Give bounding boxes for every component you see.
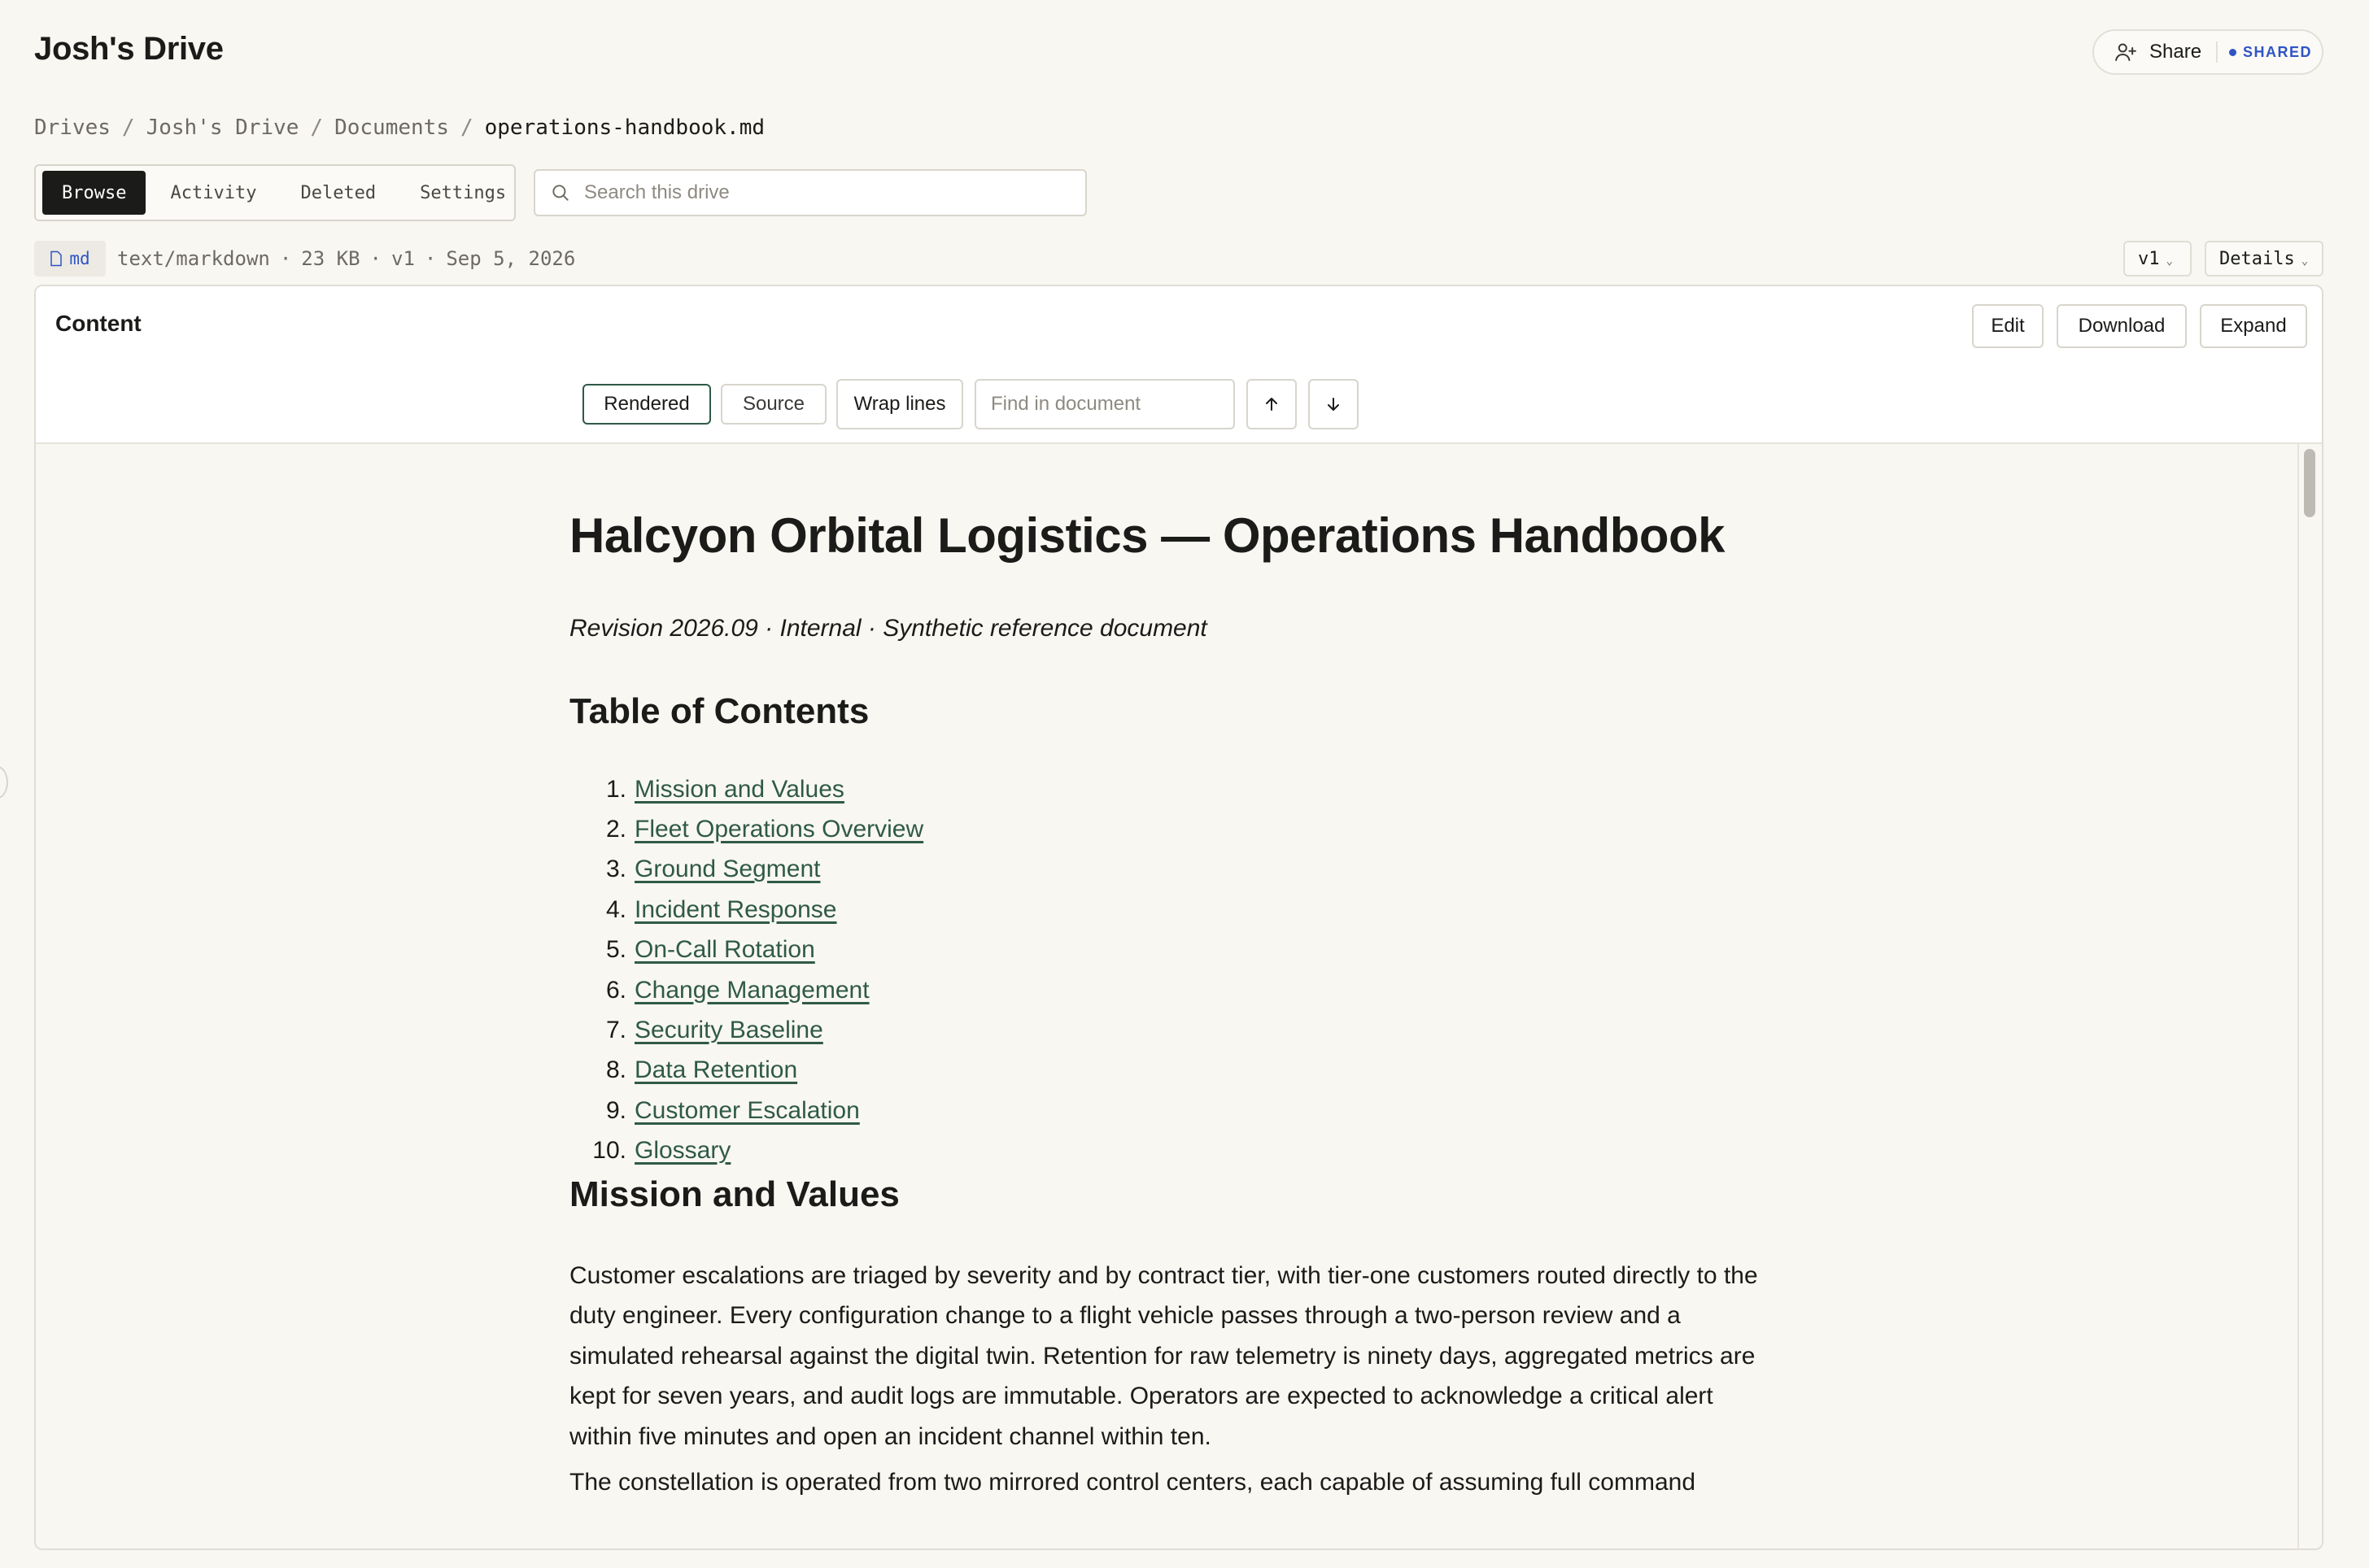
chevron-down-icon: ⌄ <box>2301 255 2309 268</box>
toc-item <box>569 769 923 809</box>
file-version: v1 <box>391 247 415 270</box>
tab-deleted[interactable]: Deleted <box>300 182 377 203</box>
breadcrumb-separator: / <box>460 115 473 140</box>
find-previous-button[interactable] <box>1246 379 1297 429</box>
breadcrumb-documents[interactable]: Documents <box>334 115 449 140</box>
document-title: Halcyon Orbital Logistics — Operations Handbook <box>569 508 1725 563</box>
arrow-up-icon <box>1262 394 1281 414</box>
tab-settings[interactable]: Settings <box>420 182 507 203</box>
file-size: 23 KB <box>301 247 360 270</box>
meta-separator: · <box>424 247 437 270</box>
toc-number: 2. <box>605 816 626 843</box>
toc-item <box>569 1010 923 1050</box>
file-type-badge <box>34 241 106 277</box>
paragraph: Customer escalations are triaged by severity and by contract tier, with tier-one customers routed directly to the duty engineer. Every configuration change to a flight vehicle passes through a two-person review and a simulated rehearsal against the digital twin. Retention for raw telemetry is ninety days, aggregated metrics are kept for seven years, and audit logs are immutable. Operators are expected to acknowledge a critical alert within five minutes and open an incident channel within ten. <box>569 1262 1758 1450</box>
rendered-toggle[interactable]: Rendered <box>582 384 711 425</box>
expand-button[interactable]: Expand <box>2200 304 2307 348</box>
toc-number: 9. <box>605 1096 626 1124</box>
drive-title: Josh's Drive <box>34 31 224 67</box>
source-toggle[interactable]: Source <box>721 384 827 425</box>
search-box <box>534 169 1087 216</box>
breadcrumb <box>34 115 765 140</box>
meta-separator: · <box>369 247 382 270</box>
toc-number: 8. <box>605 1056 626 1084</box>
shared-dot-icon <box>2229 49 2236 56</box>
toc-link-on-call-rotation[interactable]: On-Call Rotation <box>635 936 815 964</box>
breadcrumb-drives[interactable]: Drives <box>34 115 111 140</box>
shared-status-badge <box>2229 44 2312 61</box>
share-divider <box>2216 41 2218 63</box>
toc-link-incident-response[interactable]: Incident Response <box>635 895 837 923</box>
toc-number: 7. <box>605 1017 626 1044</box>
document-subtitle: Revision 2026.09 · Internal · Synthetic reference document <box>569 615 1207 642</box>
scrollbar[interactable] <box>2297 444 2322 1548</box>
content-panel <box>34 285 2323 1550</box>
breadcrumb-separator: / <box>121 115 135 140</box>
chevron-down-icon: ⌄ <box>2166 255 2173 268</box>
section-heading-mission-and-values: Mission and Values <box>569 1174 900 1214</box>
breadcrumb-separator: / <box>310 115 324 140</box>
toc-link-customer-escalation[interactable]: Customer Escalation <box>635 1096 860 1124</box>
toc-number: 4. <box>605 895 626 923</box>
arrow-down-icon <box>1324 394 1343 414</box>
toc-link-mission-and-values[interactable]: Mission and Values <box>635 775 844 803</box>
toc-link-security-baseline[interactable]: Security Baseline <box>635 1017 823 1044</box>
scrollbar-thumb[interactable] <box>2304 449 2315 517</box>
toc-item <box>569 809 923 849</box>
toc-item <box>569 1051 923 1091</box>
file-date: Sep 5, 2026 <box>446 247 576 270</box>
toc-link-fleet-operations-overview[interactable]: Fleet Operations Overview <box>635 816 924 843</box>
version-select[interactable] <box>2123 241 2192 277</box>
file-type-label: md <box>69 249 90 268</box>
file-icon <box>50 250 63 267</box>
find-next-button[interactable] <box>1308 379 1359 429</box>
toc-item <box>569 850 923 890</box>
search-icon <box>550 182 571 203</box>
edit-button[interactable]: Edit <box>1972 304 2044 348</box>
toc-link-change-management[interactable]: Change Management <box>635 976 870 1004</box>
details-dropdown[interactable] <box>2205 241 2323 277</box>
toc-number: 3. <box>605 856 626 883</box>
toc-item <box>569 890 923 930</box>
viewer-toolbar <box>36 364 2322 444</box>
search-input[interactable] <box>582 181 1058 205</box>
details-label: Details <box>2219 248 2295 269</box>
shared-badge-label: SHARED <box>2243 43 2313 60</box>
content-panel-header <box>36 286 2322 366</box>
share-label: Share <box>2149 41 2202 63</box>
toc-item <box>569 1131 923 1171</box>
version-select-label: v1 <box>2138 248 2160 269</box>
toc-number: 6. <box>605 976 626 1004</box>
toc-item <box>569 1091 923 1130</box>
breadcrumb-current-file: operations-handbook.md <box>484 115 765 140</box>
breadcrumb-joshs-drive[interactable]: Josh's Drive <box>146 115 299 140</box>
download-button[interactable]: Download <box>2057 304 2187 348</box>
content-panel-title: Content <box>55 311 142 336</box>
toc-link-data-retention[interactable]: Data Retention <box>635 1056 798 1084</box>
meta-separator: · <box>279 247 292 270</box>
toc-item <box>569 970 923 1010</box>
toc-number: 10. <box>592 1137 626 1165</box>
find-in-document-input[interactable] <box>975 379 1235 429</box>
table-of-contents <box>569 769 923 1171</box>
add-person-icon <box>2114 40 2138 64</box>
drive-tabs <box>34 164 516 221</box>
file-mime: text/markdown <box>117 247 270 270</box>
tab-activity[interactable]: Activity <box>170 182 257 203</box>
file-meta <box>117 247 575 270</box>
paragraph: The constellation is operated from two mirrored control centers, each capable of assuming full command <box>569 1469 1695 1496</box>
sidebar-toggle-handle[interactable] <box>0 766 8 799</box>
share-button[interactable] <box>2092 29 2323 75</box>
toc-item <box>569 930 923 970</box>
toc-number: 1. <box>605 775 626 803</box>
toc-heading: Table of Contents <box>569 691 870 731</box>
toc-link-glossary[interactable]: Glossary <box>635 1137 731 1165</box>
wrap-lines-button[interactable]: Wrap lines <box>836 379 963 429</box>
toc-number: 5. <box>605 936 626 964</box>
toc-link-ground-segment[interactable]: Ground Segment <box>635 856 821 883</box>
tab-browse[interactable]: Browse <box>42 171 146 215</box>
document-viewer <box>36 444 2322 1548</box>
